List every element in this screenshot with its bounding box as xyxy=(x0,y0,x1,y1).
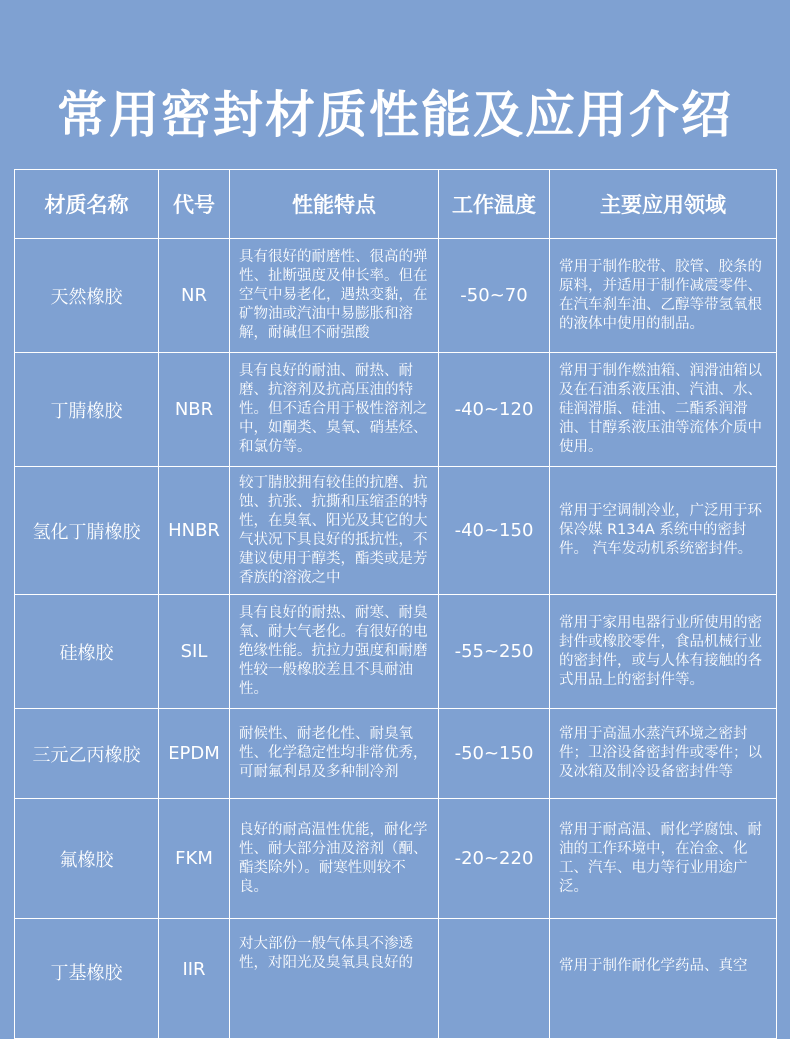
page-title: 常用密封材质性能及应用介绍 xyxy=(57,86,733,144)
material-code: EPDM xyxy=(159,709,230,799)
working-temperature: -40~120 xyxy=(439,353,550,467)
material-features: 耐候性、耐老化性、耐臭氧性、化学稳定性均非常优秀，可耐氟利昂及多种制冷剂 xyxy=(230,709,439,799)
table-row xyxy=(15,799,777,919)
header-material-name: 材质名称 xyxy=(15,170,159,239)
material-name: 氢化丁腈橡胶 xyxy=(15,467,159,595)
material-features: 具有良好的耐油、耐热、耐磨、抗溶剂及抗高压油的特性。但不适合用于极性溶剂之中，如酮类、臭氧、硝基烃、和氯仿等。 xyxy=(230,353,439,467)
table-header-row xyxy=(15,170,777,239)
material-name: 天然橡胶 xyxy=(15,239,159,353)
material-features: 较丁腈胶拥有较佳的抗磨、抗蚀、抗张、抗撕和压缩歪的特性，在臭氧、阳光及其它的大气状况下具良好的抵抗性，不建议使用于醇类，酯类或是芳香族的溶液之中 xyxy=(230,467,439,595)
material-name: 三元乙丙橡胶 xyxy=(15,709,159,799)
working-temperature: -20~220 xyxy=(439,799,550,919)
table-row xyxy=(15,467,777,595)
material-features: 对大部份一般气体具不渗透性，对阳光及臭氧具良好的 xyxy=(230,919,439,1039)
table-row xyxy=(15,709,777,799)
header-code: 代号 xyxy=(159,170,230,239)
material-code: NR xyxy=(159,239,230,353)
application-field: 常用于空调制冷业，广泛用于环保冷媒 R134A 系统中的密封件。 汽车发动机系统密封件。 xyxy=(550,467,777,595)
header-features: 性能特点 xyxy=(230,170,439,239)
table-row xyxy=(15,353,777,467)
working-temperature xyxy=(439,919,550,1039)
material-features: 具有很好的耐磨性、很高的弹性、扯断强度及伸长率。但在空气中易老化，遇热变黏，在矿物油或汽油中易膨胀和溶解，耐碱但不耐强酸 xyxy=(230,239,439,353)
working-temperature: -50~150 xyxy=(439,709,550,799)
application-field: 常用于高温水蒸汽环境之密封件；卫浴设备密封件或零件；以及冰箱及制冷设备密封件等 xyxy=(550,709,777,799)
table-row xyxy=(15,595,777,709)
table-row xyxy=(15,239,777,353)
application-field: 常用于耐高温、耐化学腐蚀、耐油的工作环境中，在冶金、化工、汽车、电力等行业用途广泛。 xyxy=(550,799,777,919)
application-field: 常用于家用电器行业所使用的密封件或橡胶零件，食品机械行业的密封件，或与人体有接触的各式用品上的密封件等。 xyxy=(550,595,777,709)
material-code: IIR xyxy=(159,919,230,1039)
material-name: 硅橡胶 xyxy=(15,595,159,709)
application-field: 常用于制作胶带、胶管、胶条的原料，并适用于制作减震零件、在汽车刹车油、乙醇等带氢氧根的液体中使用的制品。 xyxy=(550,239,777,353)
material-code: HNBR xyxy=(159,467,230,595)
working-temperature: -40~150 xyxy=(439,467,550,595)
material-name: 丁基橡胶 xyxy=(15,919,159,1039)
material-name: 丁腈橡胶 xyxy=(15,353,159,467)
material-name: 氟橡胶 xyxy=(15,799,159,919)
material-code: SIL xyxy=(159,595,230,709)
working-temperature: -55~250 xyxy=(439,595,550,709)
application-field: 常用于制作耐化学药品、真空 xyxy=(550,919,777,1039)
material-code: NBR xyxy=(159,353,230,467)
working-temperature: -50~70 xyxy=(439,239,550,353)
table-row xyxy=(15,919,777,1039)
material-table xyxy=(14,169,777,1039)
header-temperature: 工作温度 xyxy=(439,170,550,239)
material-features: 具有良好的耐热、耐寒、耐臭氧、耐大气老化。有很好的电绝缘性能。抗拉力强度和耐磨性较一般橡胶差且不具耐油性。 xyxy=(230,595,439,709)
application-field: 常用于制作燃油箱、润滑油箱以及在石油系液压油、汽油、水、硅润滑脂、硅油、二酯系润滑油、甘醇系液压油等流体介质中使用。 xyxy=(550,353,777,467)
header-application: 主要应用领域 xyxy=(550,170,777,239)
material-code: FKM xyxy=(159,799,230,919)
material-features: 良好的耐高温性优能，耐化学性、耐大部分油及溶剂（酮、酯类除外）。耐寒性则较不良。 xyxy=(230,799,439,919)
